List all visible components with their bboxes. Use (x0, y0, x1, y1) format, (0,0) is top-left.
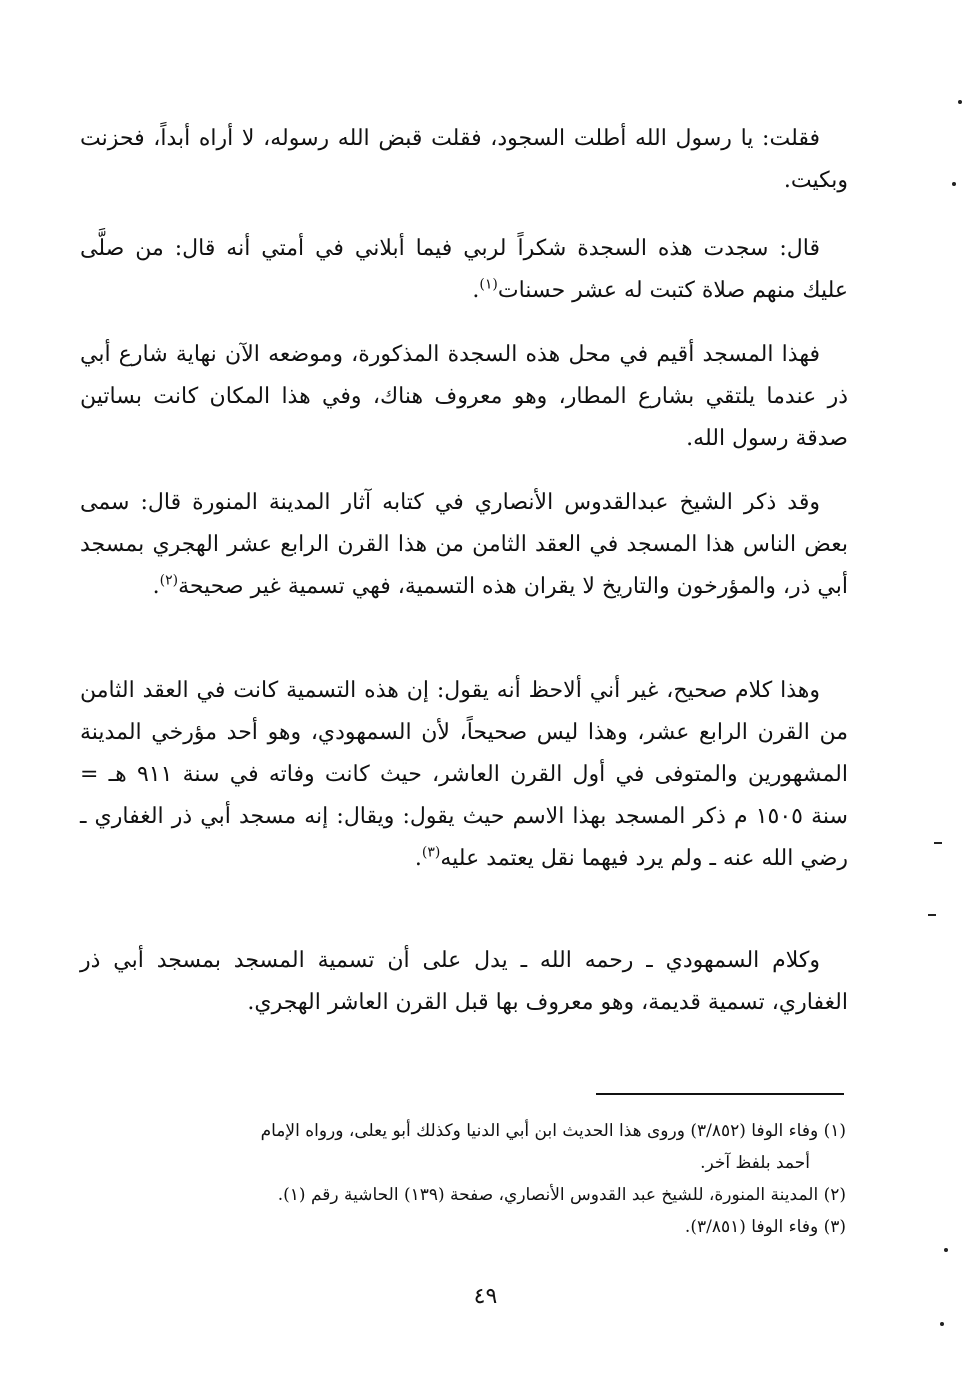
footnote-separator (596, 1093, 844, 1095)
footnote-3: (٣) وفاء الوفا (٣/٨٥١). (684, 1217, 846, 1237)
footnote-ref-2: (٢) (159, 572, 179, 589)
paragraph-6 (80, 940, 848, 1024)
scan-speck (940, 1322, 944, 1326)
paragraph-4 (80, 482, 848, 608)
paragraph-end: . (472, 278, 480, 303)
paragraph-2 (80, 228, 848, 312)
paragraph-end: . (414, 846, 422, 871)
paragraph-1 (80, 118, 848, 202)
footnote-2: (٢) المدينة المنورة، للشيخ عبد القدوس الأنصاري، صفحة (١٣٩) الحاشية رقم (١). (277, 1185, 846, 1205)
scan-speck (952, 182, 956, 186)
footnote-ref-3: (٣) (421, 844, 441, 861)
paragraph-text: وقد ذكر الشيخ عبدالقدوس الأنصاري في كتابه آثار المدينة المنورة قال: سمى بعض الناس هذا المسجد في العقد الثامن من هذا القرن الرابع عشر الهجري بمسجد أبي ذر، والمؤرخون والتاريخ لا يقران هذه التسمية، فهي تسمية غير صحيحة (80, 490, 848, 599)
paragraph-end: . (152, 574, 160, 599)
footnotes (76, 1115, 846, 1243)
paragraph-text: وكلام السمهودي ـ رحمه الله ـ يدل على أن تسمية المسجد بمسجد أبي ذر الغفاري، تسمية قديمة، وهو معروف بها قبل القرن العاشر الهجري. (80, 948, 848, 1015)
paragraph-text: فهذا المسجد أقيم في محل هذه السجدة المذكورة، وموضعه الآن نهاية شارع أبي ذر عندما يلتقي بشارع المطار، وهو معروف هناك، وفي هذا المكان كانت بساتين صدقة رسول الله. (80, 342, 848, 451)
footnote-1: (١) وفاء الوفا (٣/٨٥٢) وروى هذا الحديث ابن أبي الدنيا وكذلك أبو يعلى، ورواه الإمام (260, 1121, 846, 1141)
scan-speck (934, 842, 942, 844)
paragraph-5 (80, 670, 848, 880)
page-number: ٤٩ (473, 1284, 498, 1309)
paragraph-text: قال: سجدت هذه السجدة شكراً لربي فيما أبلاني في أمتي أنه قال: من صلَّى عليك منهم صلاة كتبت له عشر حسنات (80, 236, 848, 303)
paragraph-text: وهذا كلام صحيح، غير أني ألاحظ أنه يقول: إن هذه التسمية كانت في العقد الثامن من القرن الرابع عشر، وهذا ليس صحيحاً، لأن السمهودي، وهو أحد مؤرخي المدينة المشهورين والمتوفى في أول القرن العاشر، حيث كانت وفاته في سنة ٩١١ هـ = سنة ١٥٠٥ م ذكر المسجد بهذا الاسم حيث يقول: ويقال: إنه مسجد أبي ذر الغفاري ـ رضي الله عنه ـ ولم يرد فيهما نقل يعتمد عليه (80, 678, 848, 871)
paragraph-text: فقلت: يا رسول الله أطلت السجود، فقلت قبض الله رسوله، لا أراه أبداً، فحزنت وبكيت. (80, 126, 848, 193)
scan-speck (928, 914, 936, 916)
paragraph-3 (80, 334, 848, 460)
footnote-ref-1: (١) (479, 276, 498, 293)
footnote-1-continuation: أحمد بلفظ آخر. (700, 1153, 810, 1173)
scan-speck (958, 100, 962, 104)
scan-speck (944, 1248, 948, 1252)
